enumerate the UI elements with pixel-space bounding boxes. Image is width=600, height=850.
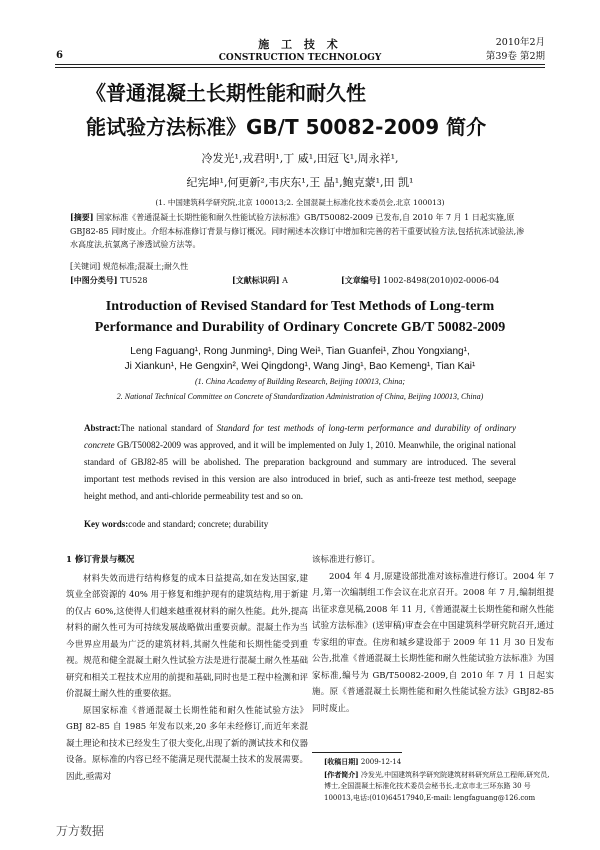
authors-cn-line1: 冷发光¹,戎君明¹,丁 威¹,田冠飞¹,周永祥¹, (201, 152, 399, 165)
authors-cn-line2: 纪宪坤¹,何更新²,韦庆东¹,王 晶¹,鲍克蒙¹,田 凯¹ (186, 176, 414, 189)
journal-name-en: CONSTRUCTION TECHNOLOGY (218, 53, 382, 63)
article-number-value: 1002-8498(2010)02-0006-04 (383, 276, 500, 285)
article-number (341, 275, 499, 286)
abstract-cn (70, 211, 530, 252)
footnote-rule (312, 752, 402, 753)
abstract-en-standard-title: Standard for test methods of long-term performance and durability of ordinary concrete (84, 423, 516, 450)
authors-en-line2: Ji Xiankun¹, He Gengxin², Wei Qingdong¹, Wang Jing¹, Bao Kemeng¹, Tian Kai¹ (124, 361, 476, 372)
affiliation-cn: (1. 中国建筑科学研究院,北京 100013;2. 全国混凝土标准化技术委员会,北京 100013) (155, 198, 445, 207)
keywords-cn-label: [关键词] (70, 262, 101, 271)
clc-number (70, 275, 147, 286)
watermark: 万方数据 (56, 824, 105, 838)
title-chinese (86, 76, 526, 144)
abstract-en-label: Abstract: (84, 423, 121, 433)
affiliation-en-line2: 2. National Technical Committee on Concrete of Standardization Administration of China, Beijing 100013, China) (116, 392, 484, 401)
keywords-cn-text: 规范标准;混凝土;耐久性 (102, 262, 189, 271)
keywords-en (84, 519, 268, 529)
authors-en-line1: Leng Faguang¹, Rong Junming¹, Ding Wei¹, Tian Guanfei¹, Zhou Yongxiang¹, (130, 346, 470, 357)
journal-name-cn: 施 工 技 术 (258, 38, 342, 51)
article-number-label: [文章编号] (341, 275, 381, 285)
keywords-cn (70, 261, 188, 272)
author-bio-label: [作者简介] (324, 769, 359, 779)
affiliation-en-line1: (1. China Academy of Building Research, Beijing 100013, China; (195, 377, 405, 386)
title-en-line2: Performance and Durability of Ordinary Concrete GB/T 50082-2009 (94, 320, 506, 335)
body-paragraph: 原国家标准《普通混凝土长期性能和耐久性能试验方法》GBJ 82-85 自 1985 年发布以来,20 多年未经修订,而近年来混凝土理论和技术已经发生了很大变化,出现了新的测试技术和仪器设备。原标准的内容已经不能满足现代混凝土技术的发展需要。因此,亟需对 (66, 705, 308, 782)
footnote (324, 756, 550, 804)
clc-label: [中图分类号] (70, 275, 118, 285)
author-bio (324, 769, 550, 805)
doc-code-value: A (282, 276, 288, 285)
page-number: 6 (56, 50, 63, 61)
body-paragraph: 材料失效而进行结构修复的成本日益提高,如在发达国家,建筑业全部资源的 40% 用于修复和维护现有的建筑结构,用于新建的仅占 60%,这使得人们越来越重视材料的耐久性能。此外,提高材料的耐久性可为可持续发展战略做出重要贡献。混凝土作为当今世界应用最为广泛的建筑材料,其耐久性能和长期性能受到重视。规范和健全混凝土耐久性试验方法是进行混凝土耐久性基础研究和相关工程技术应用的前提和基础,同时也是工程中检测和评价混凝土耐久性的重要依据。 (66, 573, 308, 699)
title-en-line1: Introduction of Revised Standard for Test Methods of Long-term (105, 299, 495, 314)
issue-date: 2010年2月 (495, 37, 545, 48)
doc-code (232, 275, 288, 286)
body-column-right (312, 552, 554, 717)
received-date (324, 756, 550, 769)
clc-value: TU528 (120, 276, 148, 285)
abstract-en (84, 420, 516, 505)
journal-header (200, 36, 400, 63)
title-english (0, 296, 600, 338)
body-paragraph: 2004 年 4 月,原建设部批准对该标准进行修订。2004 年 7 月,第一次编制组工作会议在北京召开。2008 年 7 月,编制组提出征求意见稿,2008 年 11 月,《普通混凝土长期性能和耐久性能试验方法标准》(送审稿)审查会在中国建筑科学研究院召开,通过专家组的审查。住房和城乡建设部于 2009 年 11 月 30 日发布公告,批准《普通混凝土长期性能和耐久性能试验方法标准》为国家标准,编号为 GB/T50082-2009,自 2010 年 7 月 1 日起实施。原《普通混凝土长期性能和耐久性能试验方法》GBJ82-85 同时废止。 (312, 571, 554, 714)
abstract-cn-label: [摘要] (70, 212, 94, 222)
body-column-left (66, 552, 308, 785)
keywords-en-text: code and standard; concrete; durability (128, 519, 269, 529)
title-cn-line1: 《普通混凝土长期性能和耐久性 (86, 81, 366, 105)
title-cn-line2: 能试验方法标准》GB/T 50082-2009 简介 (86, 115, 487, 139)
abstract-en-text-a: The national standard of (120, 423, 217, 433)
issue-info (486, 36, 545, 64)
doc-code-label: [文献标识码] (232, 275, 280, 285)
issue-volume: 第39卷 第2期 (485, 51, 545, 62)
header-rule-thick (55, 64, 545, 65)
author-email: lengfaguang@126.com (453, 793, 536, 802)
abstract-cn-text: 国家标准《普通混凝土长期性能和耐久性能试验方法标准》GB/T50082-2009 已发布,自 2010 年 7 月 1 日起实施,原 GBJ82-85 同时废止。介绍本标准修订背景与修订概况。同时阐述本次修订中增加和完善的若干重要试验方法,包括抗冻试验法,渗水高度法,抗氯离子渗透试验方法等。 (70, 213, 525, 249)
body-paragraph: 该标准进行修订。 (312, 555, 381, 565)
keywords-en-label: Key words: (84, 519, 129, 529)
section-1-heading: 1 修订背景与概况 (66, 555, 135, 565)
header-rule-thin (55, 67, 545, 68)
received-label: [收稿日期] (324, 757, 359, 766)
author-bio-text: 冷发光,中国建筑科学研究院建筑材料研究所总工程师,研究员,博士,全国混凝土标准化技术委员会秘书长,北京市北三环东路 30 号 100013,电话:(010)64517940,E-mail: (324, 770, 550, 802)
abstract-en-text-b: GB/T50082-2009 was approved, and it will be implemented on July 1, 2010. Meanwhile, the original national standard of GBJ82-85 will be abolished. The preparation background and summary are introduced. The several important test methods revised in this version are also introduced in brief, such as anti-freeze test method, seepage height method, and anti-chloride permeability test and so on. (84, 440, 516, 501)
received-value: 2009-12-14 (360, 758, 402, 766)
